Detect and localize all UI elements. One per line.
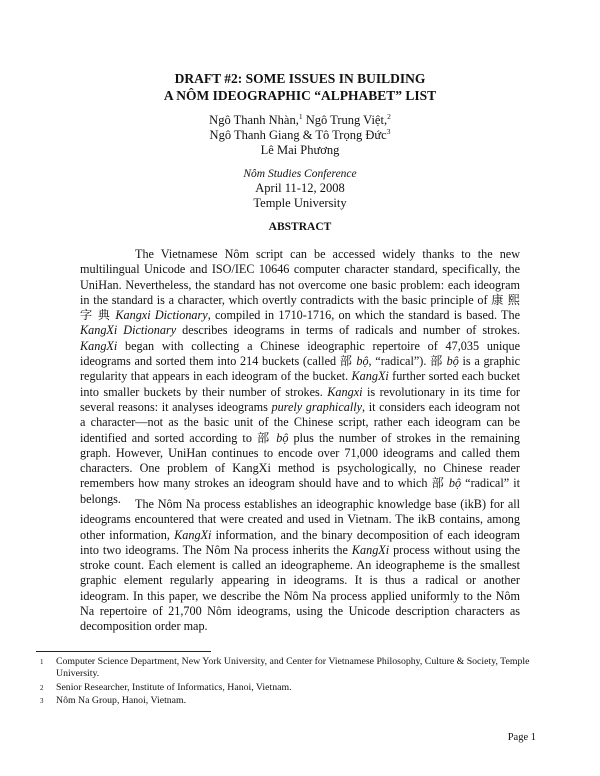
footnote-ref-2: 2 — [387, 111, 391, 121]
footnote-2 — [36, 682, 536, 694]
text-run: , “radical”). 部 — [368, 354, 447, 369]
italic-run: bộ — [446, 354, 459, 369]
text-run: information, and the binary decomposition of each ideogram into two ideograms. The Nôm Na process inherits the — [80, 527, 520, 557]
text-run: describes ideograms in terms of radicals and number of strokes. — [176, 323, 520, 338]
author-line-3: Lê Mai Phương — [260, 143, 340, 157]
footnote-text: Senior Researcher, Institute of Informatics, Hanoi, Vietnam. — [56, 682, 292, 693]
footnote-ref-3: 3 — [386, 126, 391, 136]
footnote-ref-1: 1 — [298, 111, 303, 121]
author-line-1 — [0, 113, 600, 128]
text-run: further sorted each bucket into smaller buckets by their number of strokes. — [80, 369, 520, 399]
abstract-paragraph-1 — [80, 247, 520, 507]
text-run: plus the number of strokes in the remaining graph. However, UniHan continues to encode over 71,000 ideograms and called them characters. One problem of KangXi method is psychologically, no Chinese reader remembers how many strokes an ideogram should have and to which 部 — [80, 430, 520, 491]
footnote-text: Nôm Na Group, Hanoi, Vietnam. — [56, 695, 187, 706]
italic-run: Kangxi Dictionary — [115, 308, 208, 323]
page-number: Page 1 — [507, 732, 536, 743]
italic-run: KangXi — [174, 527, 212, 542]
abstract-paragraph-2 — [80, 497, 520, 635]
conference-name: Nôm Studies Conference — [243, 168, 357, 180]
footnote-3 — [36, 695, 536, 707]
abstract-heading: ABSTRACT — [268, 221, 332, 233]
text-run: “radical” it belongs. — [80, 476, 520, 506]
conference-venue: Temple University — [253, 196, 347, 210]
footnote-number: 1 — [40, 658, 44, 666]
footnote-1 — [36, 656, 536, 680]
text-run: began with collecting a Chinese ideographic repertoire of 47,035 unique ideograms and sorted them into 214 buckets (called 部 — [80, 338, 520, 369]
italic-run: KangXi — [80, 338, 118, 353]
italic-run: KangXi — [351, 542, 390, 557]
text-run: is revolutionary in its time for several reasons: it analyses ideograms — [80, 384, 520, 414]
italic-run: bộ — [276, 430, 289, 445]
text-run: The Vietnamese Nôm script can be accessed widely thanks to the new multilingual Unicode and ISO/IEC 10646 computer character standard, specifically, the UniHan. Nevertheless, the standard has not overcome one basic problem: each ideogram in the standard is a character, which overtly contradicts with the basic principle of 康 熙 字 典 — [80, 247, 520, 323]
text-run: , compiled in 1710-1716, on which the standard is based. The — [207, 308, 520, 323]
text-run: The Nôm Na process establishes an ideographic knowledge base (ikB) for all ideograms encountered that were created and used in Vietnam. The ikB contains, among other information, — [80, 497, 520, 542]
italic-run: KangXi Dictionary — [80, 323, 177, 338]
author-giang-duc: Ngô Thanh Giang & Tô Trọng Đức — [209, 128, 387, 142]
footnote-divider — [36, 651, 211, 652]
text-run: , it considers each ideogram not a character—not as the basic unit of the Chinese script, rather each ideogram can be identified and sorted according to 部 — [80, 399, 520, 445]
text-run: process without using the stroke count. Each element is called an ideographeme. An ideographeme is the smallest graphic element regularly appearing in ideograms. It is thus a radical or another ideogram. In this paper, we describe the Nôm Na process applied uniformly to the Nôm Na repertoire of 21,700 Nôm ideograms, using the Unicode description characters as decomposition order map. — [80, 542, 520, 634]
italic-run: KangXi — [351, 369, 389, 384]
footnote-number: 3 — [40, 697, 44, 705]
author-viet: Ngô Trung Việt, — [302, 113, 388, 127]
author-line-2 — [0, 128, 600, 143]
italic-run: Kangxi — [327, 384, 363, 399]
italic-run: bộ — [448, 476, 462, 491]
paper-title-line-1: DRAFT #2: SOME ISSUES IN BUILDING — [174, 71, 426, 86]
footnote-number: 2 — [40, 684, 44, 692]
author-nhan: Ngô Thanh Nhàn, — [209, 113, 299, 127]
paper-title-line-2: A NÔM IDEOGRAPHIC “ALPHABET” LIST — [163, 88, 437, 103]
footnote-text: Computer Science Department, New York University, and Center for Vietnamese Philosophy, Culture & Society, Temple University. — [56, 656, 530, 679]
italic-run: purely graphically — [271, 399, 362, 414]
italic-run: bộ — [356, 354, 369, 369]
text-run: is a graphic regularity that appears in each ideogram of the bucket. — [80, 354, 521, 384]
conference-date: April 11-12, 2008 — [255, 181, 345, 195]
